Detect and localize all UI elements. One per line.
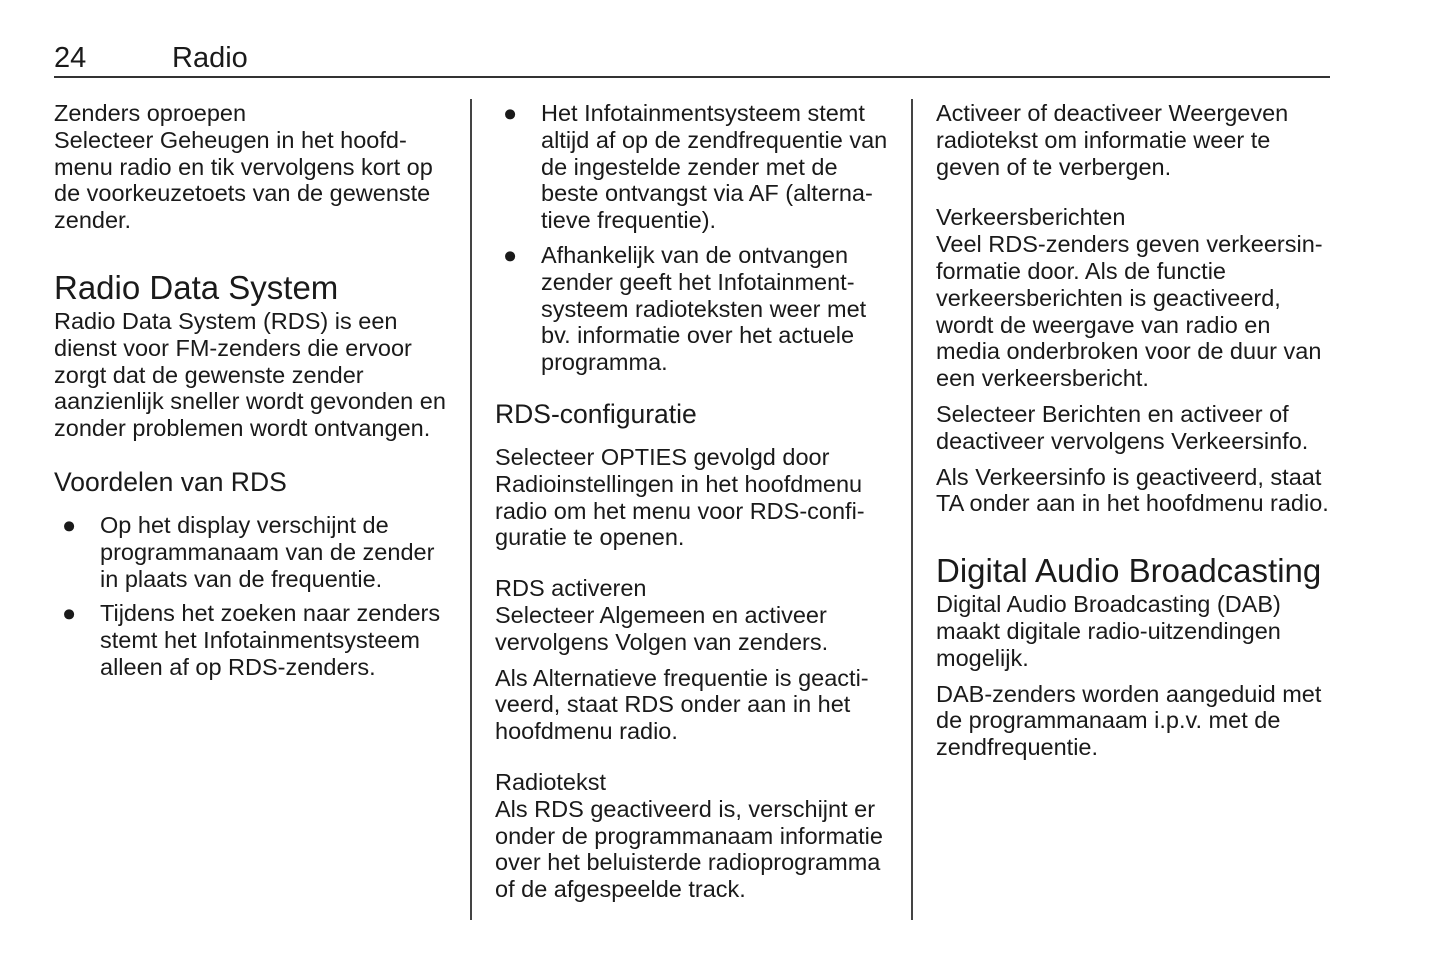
list-item: ● Tijdens het zoeken naar zenders stemt het Infotainmentsysteem alleen af op RDS-zenders. bbox=[62, 600, 441, 680]
bullet-icon: ● bbox=[62, 511, 77, 538]
ui-term: Geheugen bbox=[159, 126, 270, 153]
ui-term: Radioinstellingen bbox=[495, 470, 674, 497]
subheading-verkeersberichten: Verkeersberichten bbox=[936, 204, 1126, 231]
ui-term: RDS bbox=[624, 691, 674, 718]
page-number: 24 bbox=[54, 42, 87, 74]
column-divider bbox=[911, 99, 913, 920]
paragraph-weergeven-radiotekst: Activeer of deactiveer Weergeven radiotekst om informatie weer te geven of te verbergen. bbox=[936, 100, 1289, 180]
heading-digital-audio-broadcasting: Digital Audio Broadcasting bbox=[936, 552, 1322, 590]
ui-term: Weergeven bbox=[1168, 100, 1289, 126]
paragraph-activeren: Selecteer Algemeen en activeer vervolgens Volgen van zenders. bbox=[495, 601, 829, 655]
ui-term: OPTIES bbox=[600, 443, 687, 470]
list-item: ● Afhankelijk van de ontvangen zender geeft het Infotainment- systeem radioteksten weer met bv. informatie over het actuele programma. bbox=[503, 241, 867, 376]
paragraph-berichten: Selecteer Berichten en activeer of deactiveer vervolgens Verkeersinfo. bbox=[936, 400, 1309, 454]
bullet-icon: ● bbox=[62, 600, 77, 627]
section-title: Radio bbox=[172, 42, 248, 74]
ui-term: radiotekst bbox=[936, 126, 1038, 153]
ui-term: Verkeersinfo bbox=[1171, 427, 1302, 454]
paragraph-dab-intro: Digital Audio Broadcasting (DAB) maakt digitale radio-uitzendingen mogelijk. bbox=[936, 591, 1281, 671]
paragraph-dab-zenders: DAB-zenders worden aangeduid met de programmanaam i.p.v. met de zendfrequentie. bbox=[936, 680, 1322, 761]
paragraph-verkeersinfo: Als Verkeersinfo is geactiveerd, staat TA onder aan in het hoofdmenu radio. bbox=[936, 463, 1329, 517]
bullet-list-voordelen bbox=[54, 512, 454, 681]
ui-term: Algemeen bbox=[599, 601, 706, 628]
bullet-icon: ● bbox=[503, 100, 518, 126]
heading-voordelen-rds: Voordelen van RDS bbox=[54, 466, 287, 497]
paragraph-radiotekst: Als RDS geactiveerd is, verschijnt er onder de programmanaam informatie over het beluisterde radioprogramma of de afgespeelde track. bbox=[495, 795, 883, 903]
column-middle bbox=[495, 100, 895, 903]
ui-term: Volgen van zenders bbox=[615, 628, 822, 655]
paragraph-alternatieve-frequentie: Als Alternatieve frequentie is geacti- veerd, staat RDS onder aan in het hoofdmenu radio. bbox=[495, 664, 869, 745]
heading-radio-data-system: Radio Data System bbox=[54, 268, 339, 306]
subheading-zenders-oproepen: Zenders oproepen bbox=[54, 100, 247, 126]
ui-term: Verkeersinfo bbox=[975, 463, 1106, 490]
paragraph-verkeersberichten: Veel RDS-zenders geven verkeersin- formatie door. Als de functie verkeersberichten is geactiveerd, wordt de weergave van radio en media onderbroken voor de duur van een verkeersbericht. bbox=[936, 231, 1323, 392]
ui-term: Berichten bbox=[1041, 400, 1142, 427]
list-item: ● Op het display verschijnt de programmanaam van de zender in plaats van de frequentie. bbox=[62, 511, 435, 592]
column-divider bbox=[470, 99, 472, 920]
subheading-rds-activeren: RDS activeren bbox=[495, 575, 647, 602]
list-item: ● Het Infotainmentsysteem stemt altijd af op de zendfrequentie van de ingestelde zender met de beste ontvangst via AF (alterna- tieve frequentie). bbox=[503, 100, 888, 234]
paragraph-rds-intro: Radio Data System (RDS) is een dienst voor FM-zenders die ervoor zorgt dat de gewenste zender aanzienlijk sneller wordt gevonden en zonder problemen wordt ontvangen. bbox=[54, 307, 446, 442]
heading-rds-configuratie: RDS-configuratie bbox=[495, 398, 697, 429]
column-right bbox=[936, 100, 1336, 761]
subheading-radiotekst: Radiotekst bbox=[495, 768, 607, 795]
ui-term: Alternatieve frequentie bbox=[532, 664, 769, 691]
ui-term: TA bbox=[936, 490, 963, 517]
page-header bbox=[54, 40, 1330, 78]
column-left bbox=[54, 100, 454, 689]
paragraph-zenders: Selecteer Geheugen in het hoofd- menu radio en tik vervolgens kort op de voorkeuzetoets van de gewenste zender. bbox=[54, 126, 433, 234]
bullet-list-af bbox=[495, 100, 895, 376]
paragraph-config: Selecteer OPTIES gevolgd door Radioinstellingen in het hoofdmenu radio om het menu voor RDS-confi- guratie te openen. bbox=[495, 443, 865, 551]
bullet-icon: ● bbox=[503, 241, 518, 268]
